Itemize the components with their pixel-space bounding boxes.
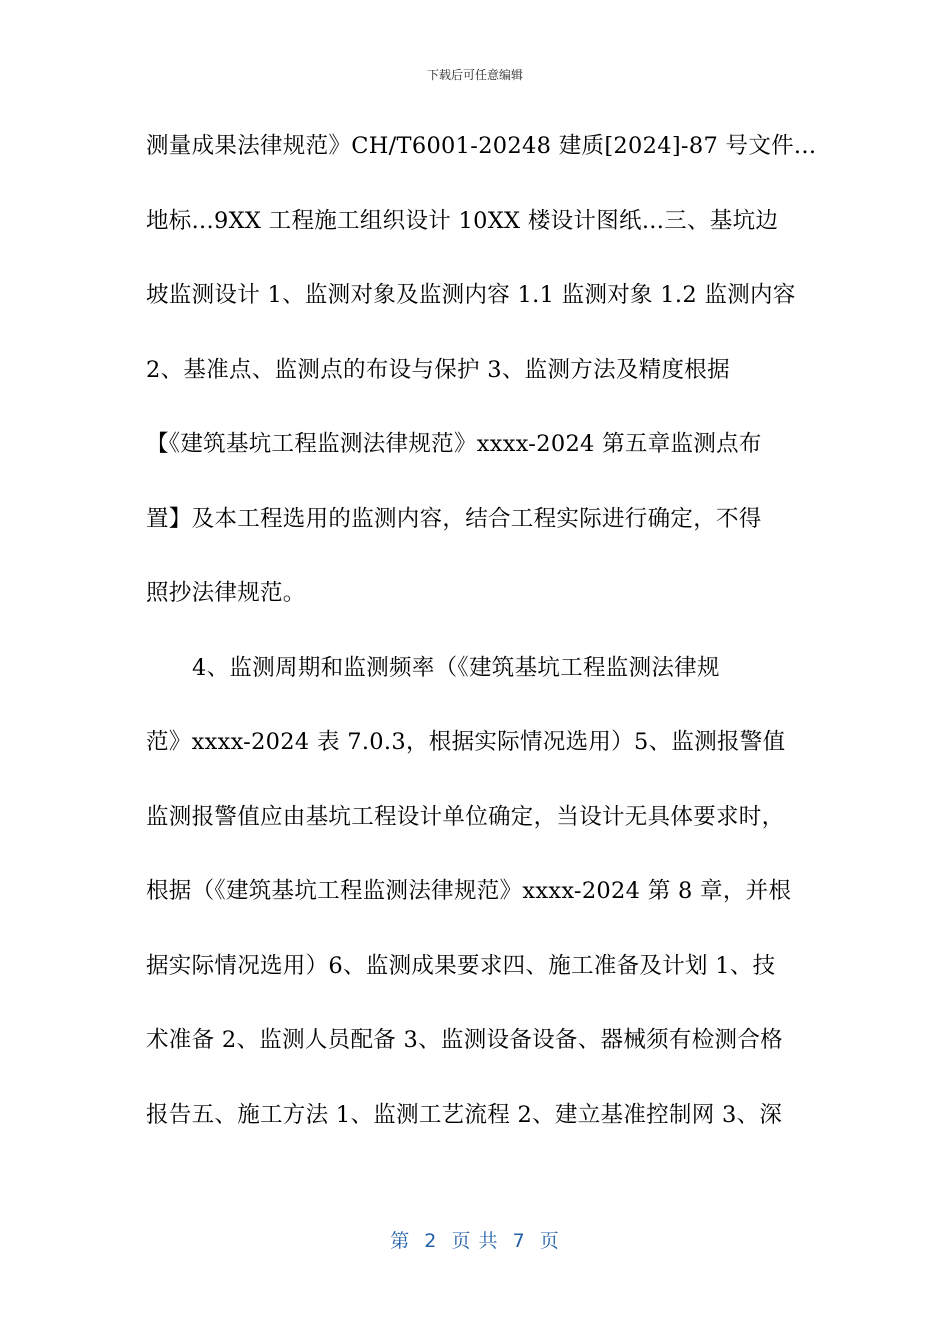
text-line: 范》xxxx-2024 表 7.0.3，根据实际情况选用）5、监测报警值 <box>146 729 786 755</box>
text-line: 监测报警值应由基坑工程设计单位确定，当设计无具体要求时， <box>146 803 785 830</box>
text-line: 【《建筑基坑工程监测法律规范》xxxx-2024 第五章监测点布 <box>146 431 762 457</box>
text-line: 根据（《建筑基坑工程监测法律规范》xxxx-2024 第 8 章，并根 <box>146 878 792 904</box>
header-note: 下载后可任意编辑 <box>426 68 523 82</box>
page-number-footer <box>0 1226 950 1253</box>
text-line: 地标...9XX 工程施工组织设计 10XX 楼设计图纸...三、基坑边 <box>146 207 779 234</box>
page-number-label: 第 2 页 共 7 页 <box>390 1230 560 1252</box>
text-line-indented: 4、监测周期和监测频率（《建筑基坑工程监测法律规 <box>192 654 720 681</box>
text-line: 报告五、施工方法 1、监测工艺流程 2、建立基准控制网 3、深 <box>146 1101 783 1128</box>
text-line: 术准备 2、监测人员配备 3、监测设备设备、器械须有检测合格 <box>146 1027 783 1053</box>
text-line: 置】及本工程选用的监测内容，结合工程实际进行确定，不得 <box>146 505 762 532</box>
text-line: 2、基准点、监测点的布设与保护 3、监测方法及精度根据 <box>146 356 730 383</box>
document-body <box>146 128 817 1171</box>
text-line: 坡监测设计 1、监测对象及监测内容 1.1 监测对象 1.2 监测内容 <box>146 282 796 308</box>
text-line: 据实际情况选用）6、监测成果要求四、施工准备及计划 1、技 <box>146 952 776 979</box>
text-line: 照抄法律规范。 <box>146 580 306 606</box>
text-line: 测量成果法律规范》CH/T6001-20248 建质[2024]-87 号文件... <box>146 133 817 159</box>
